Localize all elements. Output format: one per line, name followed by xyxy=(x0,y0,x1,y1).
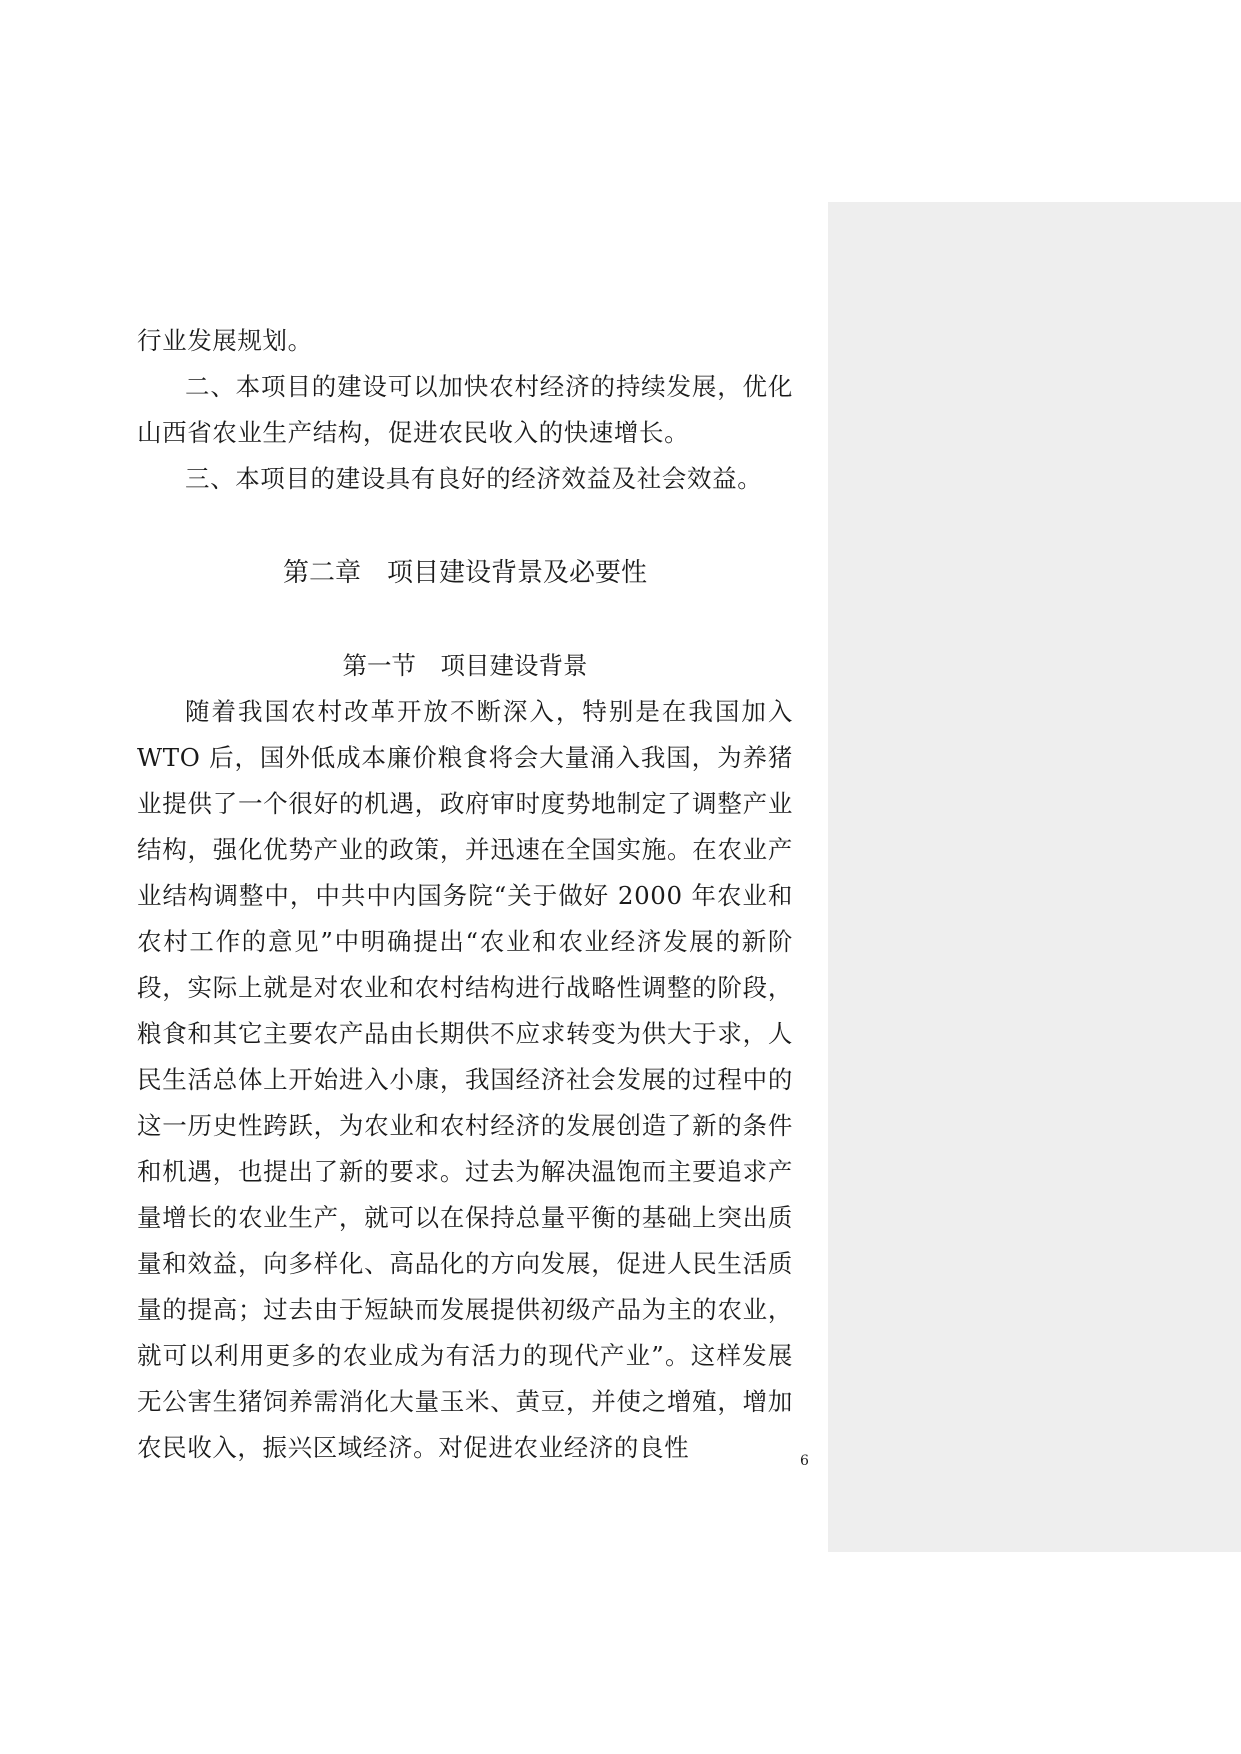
intro-paragraph-2: 二、本项目的建设可以加快农村经济的持续发展，优化山西省农业生产结构，促进农民收入的快速增长。 xyxy=(137,372,793,447)
chapter-title: 第二章 项目建设背景及必要性 xyxy=(282,558,647,588)
comment-margin-pane xyxy=(828,202,1241,1552)
section-title: 第一节 项目建设背景 xyxy=(342,651,588,680)
intro-paragraph-1: 行业发展规划。 xyxy=(137,326,313,355)
section-body-block xyxy=(137,689,793,1471)
body-paragraph-1: 随着我国农村改革开放不断深入，特别是在我国加入 WTO 后，国外低成本廉价粮食将会大量涌入我国，为养猪业提供了一个很好的机遇，政府审时度势地制定了调整产业结构，强化优势产业的政策，并迅速在全国实施。在农业产业结构调整中，中共中内国务院“关于做好 2000 年农业和农村工作的意见”中明确提出“农业和农业经济发展的新阶段，实际上就是对农业和农村结构进行战略性调整的阶段，粮食和其它主要农产品由长期供不应求转变为供大于求，人民生活总体上开始进入小康，我国经济社会发展的过程中的这一历史性跨跃，为农业和农村经济的发展创造了新的条件和机遇，也提出了新的要求。过去为解决温饱而主要追求产量增长的农业生产，就可以在保持总量平衡的基础上突出质量和效益，向多样化、高品化的方向发展，促进人民生活质量的提高；过去由于短缺而发展提供初级产品为主的农业，就可以利用更多的农业成为有活力的现代产业”。这样发展无公害生猪饲养需消化大量玉米、黄豆，并使之增殖，增加农民收入，振兴区域经济。对促进农业经济的良性 xyxy=(137,697,793,1462)
page-number: 6 xyxy=(800,1453,809,1469)
intro-text-block xyxy=(137,318,793,502)
intro-paragraph-3: 三、本项目的建设具有良好的经济效益及社会效益。 xyxy=(185,464,763,493)
